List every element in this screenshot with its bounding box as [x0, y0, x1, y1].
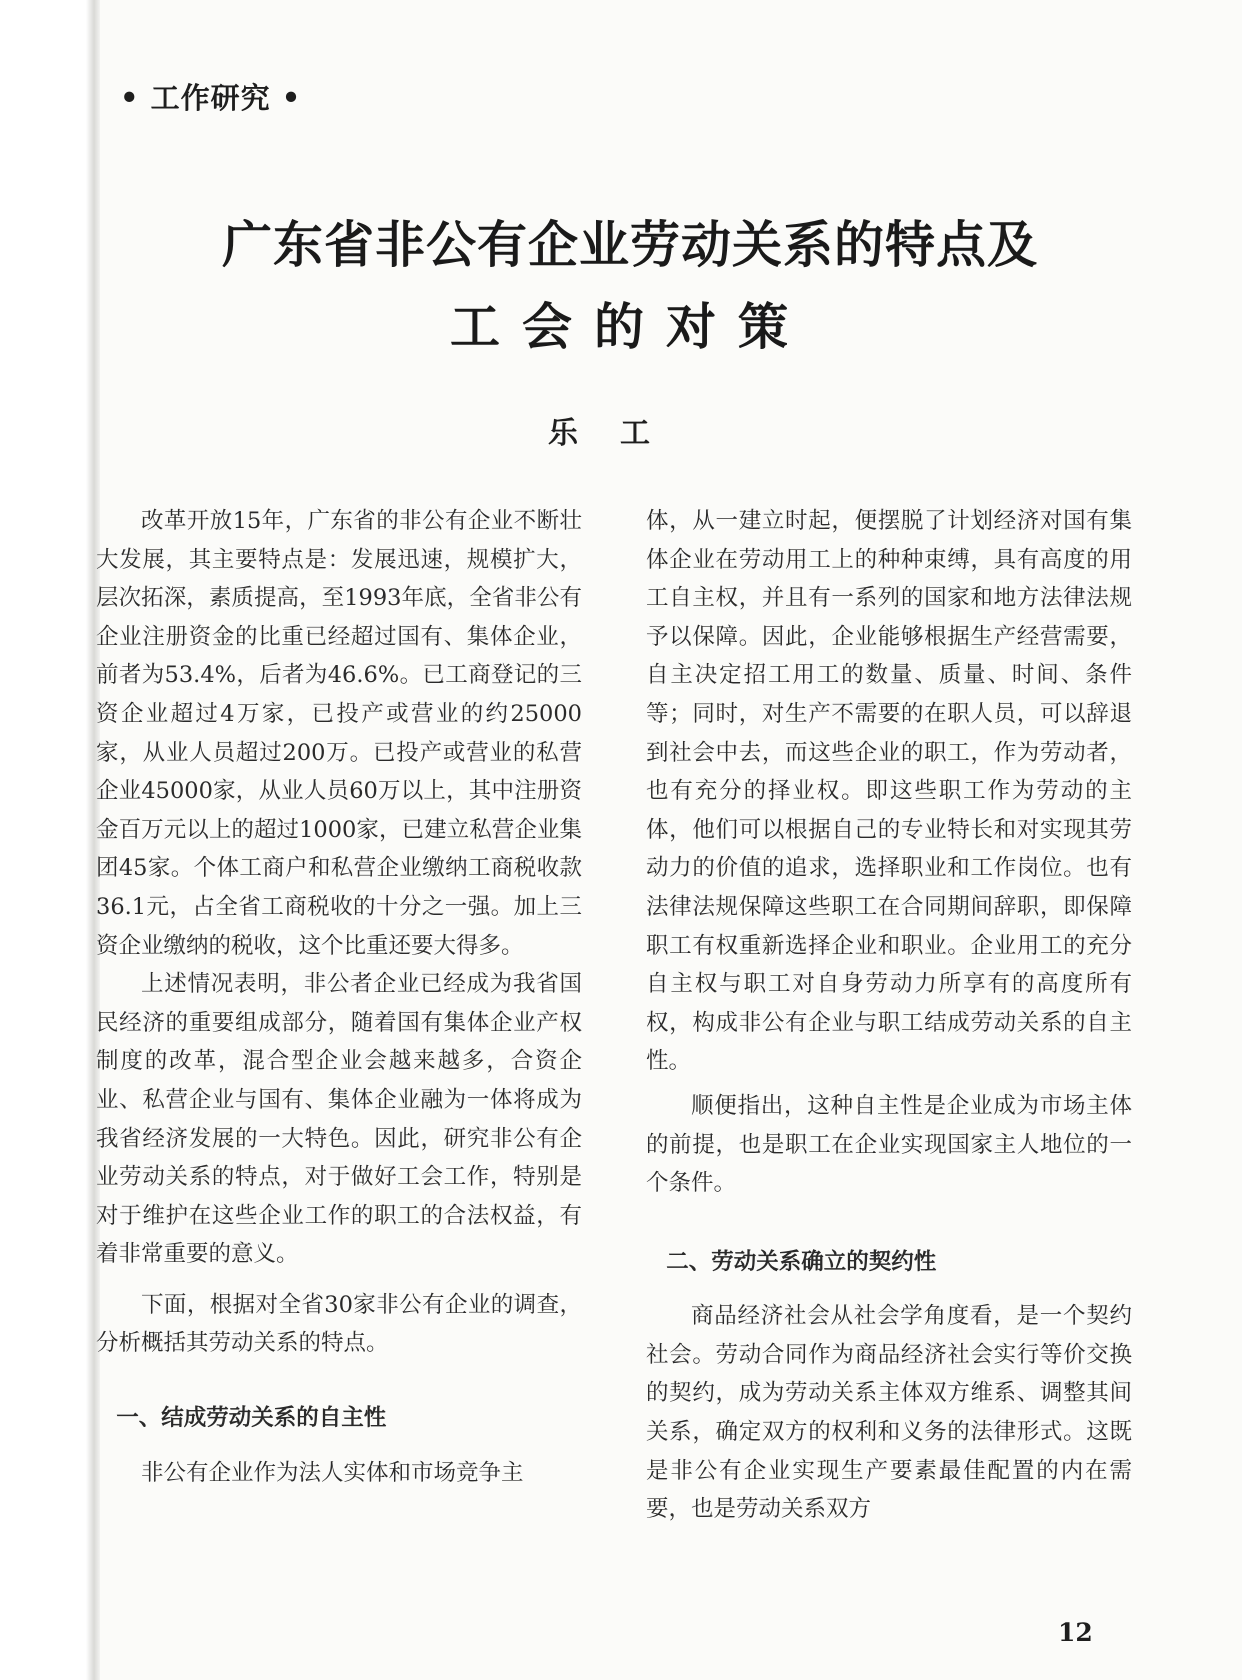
article-author: 乐工 — [548, 416, 692, 451]
page-number: 12 — [1058, 1618, 1093, 1647]
left-column — [96, 502, 582, 1492]
body-paragraph: 体，从一建立时起，便摆脱了计划经济对国有集体企业在劳动用工上的种种束缚，具有高度的用工自主权，并且有一系列的国家和地方法律法规予以保障。因此，企业能够根据生产经营需要，自主决定招工用工的数量、质量、时间、条件等；同时，对生产不需要的在职人员，可以辞退到社会中去，而这些企业的职工，作为劳动者，也有充分的择业权。即这些职工作为劳动的主体，他们可以根据自己的专业特长和对实现其劳动力的价值的追求，选择职业和工作岗位。也有法律法规保障这些职工在合同期间辞职，即保障职工有权重新选择企业和职业。企业用工的充分自主权与职工对自身劳动力所享有的高度所有权，构成非公有企业与职工结成劳动关系的自主性。 — [646, 508, 1132, 1075]
body-paragraph: 下面，根据对全省30家非公有企业的调查，分析概括其劳动关系的特点。 — [96, 1291, 582, 1357]
page-binding-shadow — [0, 0, 100, 1680]
body-paragraph: 商品经济社会从社会学角度看，是一个契约社会。劳动合同作为商品经济社会实行等价交换的契约，成为劳动关系主体双方维系、调整其间关系，确定双方的权利和义务的法律形式。这既是非公有企业实现生产要素最佳配置的内在需要，也是劳动关系双方 — [646, 1303, 1132, 1523]
article-title-line-1: 广东省非公有企业劳动关系的特点及 — [222, 215, 1038, 274]
section-heading-1: 一、结成劳动关系的自主性 — [116, 1405, 387, 1432]
body-paragraph: 非公有企业作为法人实体和市场竞争主 — [141, 1459, 524, 1486]
body-paragraph: 上述情况表明，非公者企业已经成为我省国民经济的重要组成部分，随着国有集体企业产权制度的改革，混合型企业会越来越多，合资企业、私营企业与国有、集体企业融为一体将成为我省经济发展的一大特色。因此，研究非公有企业劳动关系的特点，对于做好工会工作，特别是对于维护在这些企业工作的职工的合法权益，有着非常重要的意义。 — [96, 971, 582, 1268]
section-label: • 工作研究 • — [120, 81, 302, 115]
body-paragraph: 顺便指出，这种自主性是企业成为市场主体的前提，也是职工在企业实现国家主人地位的一个条件。 — [646, 1092, 1132, 1197]
right-column — [646, 502, 1132, 1529]
body-paragraph: 改革开放15年，广东省的非公有企业不断壮大发展，其主要特点是：发展迅速，规模扩大，层次拓深，素质提高，至1993年底，全省非公有企业注册资金的比重已经超过国有、集体企业，前者为53.4%，后者为46.6%。已工商登记的三资企业超过4万家，已投产或营业的约25000家，从业人员超过200万。已投产或营业的私营企业45000家，从业人员60万以上，其中注册资金百万元以上的超过1000家，已建立私营企业集团45家。个体工商户和私营企业缴纳工商税收款36.1元，占全省工商税收的十分之一强。加上三资企业缴纳的税收，这个比重还要大得多。 — [96, 508, 582, 959]
article-title-line-2: 工会的对策 — [450, 297, 810, 356]
section-heading-2: 二、劳动关系确立的契约性 — [666, 1248, 937, 1275]
